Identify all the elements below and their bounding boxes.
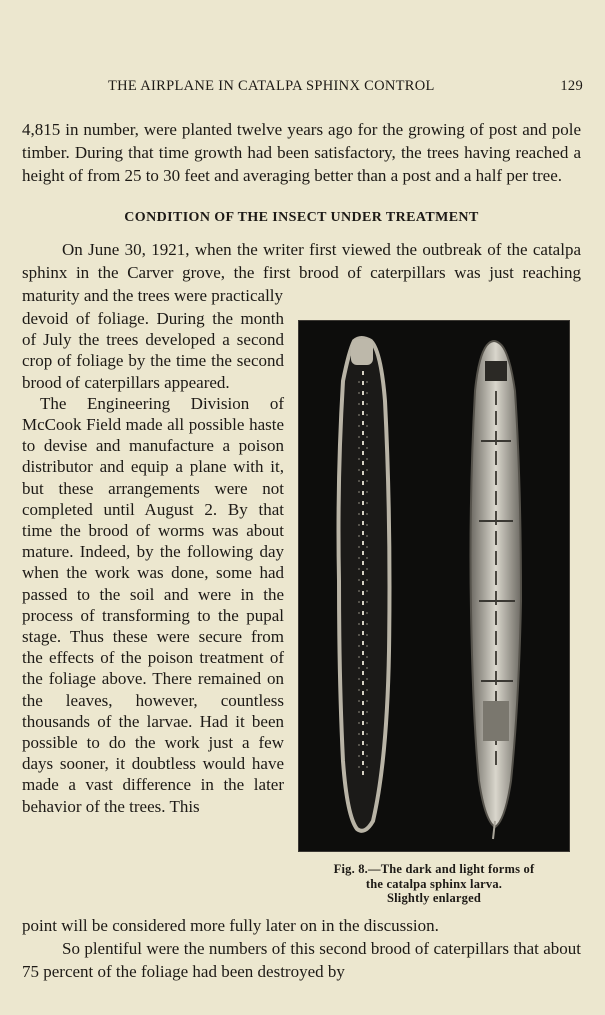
dark-larva [339,338,390,831]
caption-line-3: Slightly enlarged [386,891,482,905]
column-text-a: devoid of foliage. During the month of July the trees developed a second crop of foliage by the time the second brood of caterpillars appeared. [22,309,284,392]
wrapped-text-column [22,308,284,817]
section-heading: CONDITION OF THE INSECT UNDER TREATMENT [124,210,479,225]
column-text-b: The Engineering Division of McCook Field made all possible haste to devise and manufacture a poison distributor and equip a plane with it, but these arrangements were not completed until August 2. By that time the brood of worms was about mature. Indeed, by the following day when the work was done, some had passed to the soil and were in the process of transforming to the pupal stage. Thus these were secure from the effects of the poison treatment of the foliage above. There remained on the leaves, however, countless thousands of the larvae. Had it been possible to do the work just a few days sooner, it doubtless would have made a vast difference in the later behavior of the trees. This [22,393,284,816]
paragraph-4: So plentiful were the numbers of this second brood of caterpillars that about 75 percent of the foliage had been destroyed by [22,939,581,982]
larva-photo-illustration [299,321,569,851]
figure-caption [296,862,572,906]
page-number: 129 [560,78,583,94]
larva-photograph [298,320,570,852]
light-larva [471,341,522,839]
caption-line-1: Fig. 8.—The dark and light forms of [333,862,535,876]
paragraph-3: point will be considered more fully later on in the discussion. [22,916,439,935]
caption-line-2: the catalpa sphinx larva. [365,876,503,891]
paragraph-1: 4,815 in number, were planted twelve years ago for the growing of post and pole timber. During that time growth had been satisfactory, the trees having reached a height of from 25 to 30 feet and averaging better than a post and a half per tree. [22,120,581,186]
running-title: THE AIRPLANE IN CATALPA SPHINX CONTROL [108,78,435,94]
running-head [22,78,583,100]
paragraph-2: On June 30, 1921, when the writer first viewed the outbreak of the catalpa sphinx in the Carver grove, the first brood of caterpillars was just reaching maturity and the trees were practically [22,240,581,306]
